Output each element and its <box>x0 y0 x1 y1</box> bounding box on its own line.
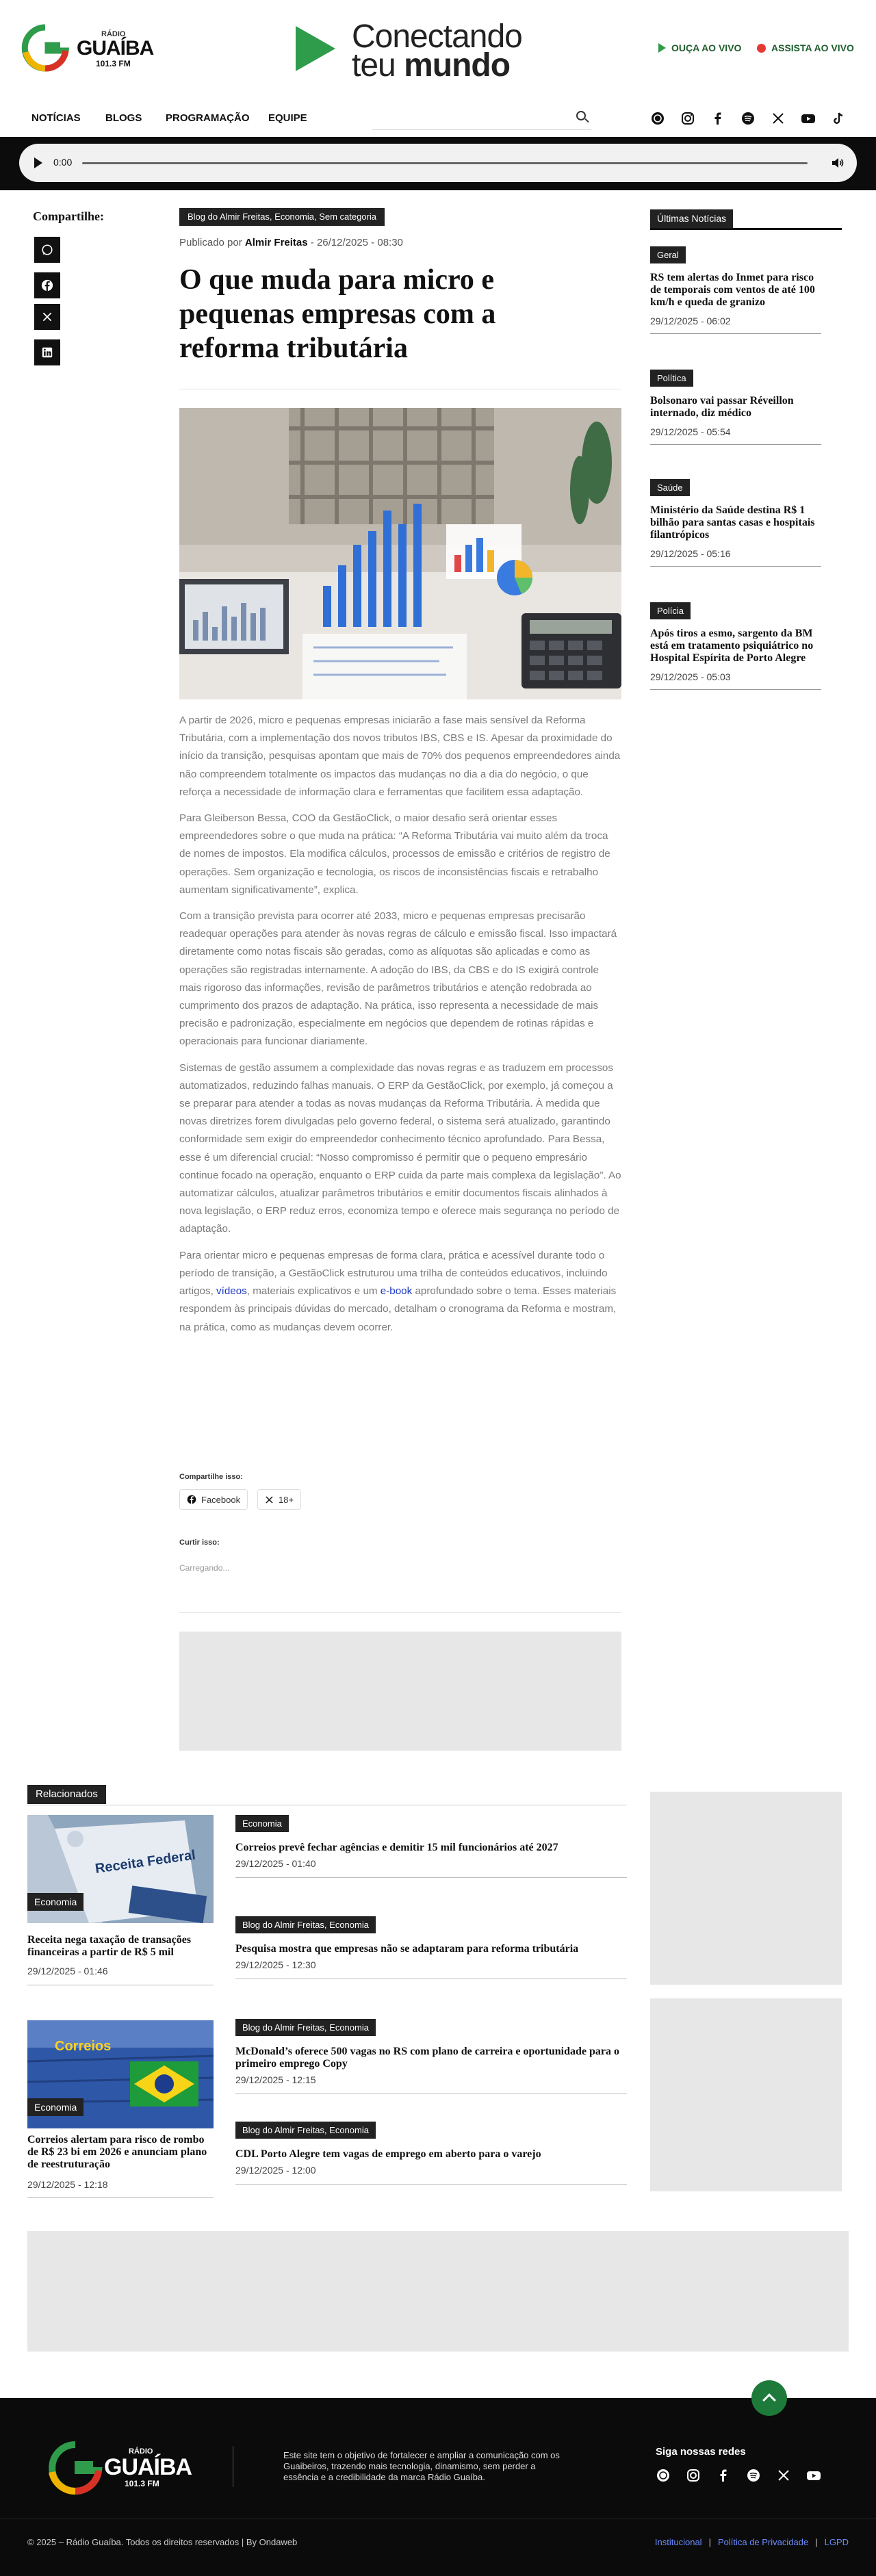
live-dot-icon <box>757 44 766 53</box>
footer-logo-text[interactable] <box>104 2447 192 2488</box>
logo-frequency: 101.3 FM <box>96 59 131 68</box>
article-paragraph-2: Para Gleiberson Bessa, COO da GestãoClick, o maior desafio será orientar esses empreendedores sobre o que muda na prática: “A Reforma Tributária vai muito além da troca de nomes de impostos. Ela modifica cálculos, processos de emissão e critérios de registro de operações. Sem organização e tecnologia, os riscos de inconsistências fiscais e retrabalho aumentam significativamente”, explica. <box>179 812 610 896</box>
related-item-date: 29/12/2025 - 01:40 <box>235 1858 316 1869</box>
ad-banner-article <box>179 1632 621 1751</box>
news-tag[interactable]: Política <box>650 370 693 387</box>
article-end-divider <box>179 1612 621 1613</box>
footer-logo-icon[interactable] <box>48 2440 103 2495</box>
article-hero-image <box>179 408 621 699</box>
related-list-item[interactable] <box>235 2122 627 2185</box>
related-list-item[interactable] <box>235 2019 627 2094</box>
footer-link-institucional[interactable]: Institucional <box>654 2537 702 2547</box>
logo-radio-label: RÁDIO <box>101 30 126 38</box>
whatsapp-icon <box>41 244 53 256</box>
instagram-icon[interactable] <box>686 2468 701 2483</box>
related-item-date: 29/12/2025 - 12:30 <box>235 1959 316 1970</box>
back-to-top-button[interactable] <box>751 2380 787 2416</box>
footer-link-separator: | <box>708 2537 711 2547</box>
footer-link-privacy[interactable]: Política de Privacidade <box>717 2537 809 2547</box>
news-date: 29/12/2025 - 05:16 <box>650 548 731 559</box>
youtube-icon[interactable] <box>801 111 816 126</box>
whatsapp-icon[interactable] <box>650 111 665 126</box>
related-item-divider <box>235 2184 627 2185</box>
footer-link-lgpd[interactable]: LGPD <box>824 2537 849 2547</box>
news-date: 29/12/2025 - 06:02 <box>650 315 731 326</box>
loading-text: Carregando... <box>179 1563 230 1573</box>
article-date: - 26/12/2025 - 08:30 <box>310 237 403 248</box>
share-whatsapp-button[interactable] <box>34 237 60 263</box>
nav-blogs[interactable]: BLOGS <box>105 112 142 124</box>
audio-player-bar <box>0 137 876 190</box>
share-linkedin-button[interactable] <box>34 339 60 365</box>
article-category-tag[interactable]: Blog do Almir Freitas, Economia, Sem categoria <box>179 208 385 226</box>
related-card-image[interactable] <box>27 2020 214 2128</box>
related-card-title[interactable]: Correios alertam para risco de rombo de R$ 23 bi em 2026 e anunciam plano de reestruturação <box>27 2134 207 2170</box>
news-divider <box>650 333 821 334</box>
related-list-item[interactable] <box>235 1916 627 1979</box>
facebook-icon <box>187 1495 196 1504</box>
related-item-title[interactable]: CDL Porto Alegre tem vagas de emprego em aberto para o varejo <box>235 2148 541 2160</box>
related-item-divider <box>235 1877 627 1878</box>
ad-sidebar-1 <box>650 1792 842 1985</box>
article-paragraph-5 <box>179 1247 621 1337</box>
related-item-title[interactable]: McDonald’s oferece 500 vagas no RS com plano de carreira e oportunidade para o primeiro emprego Copy <box>235 2046 619 2070</box>
videos-link[interactable]: vídeos <box>216 1285 247 1298</box>
player-time: 0:00 <box>53 157 73 168</box>
site-header <box>0 0 876 137</box>
byline-prefix: Publicado por <box>179 237 242 248</box>
news-tag[interactable]: Saúde <box>650 479 690 496</box>
footer-logo-radio: RÁDIO <box>129 2447 153 2456</box>
logo-name: GUAÍBA <box>77 37 154 60</box>
share-this-label: Compartilhe isso: <box>179 1473 243 1481</box>
article-author[interactable]: Almir Freitas <box>244 237 308 248</box>
related-item-tag[interactable]: Blog do Almir Freitas, Economia <box>235 1916 376 1933</box>
search-input[interactable] <box>372 108 591 130</box>
listen-live-link[interactable] <box>658 42 741 53</box>
search-icon[interactable] <box>576 111 586 120</box>
latest-news-item[interactable] <box>650 479 821 567</box>
article-byline <box>179 237 403 248</box>
facebook-icon <box>41 279 53 292</box>
related-item-date: 29/12/2025 - 12:15 <box>235 2074 316 2085</box>
ebook-link[interactable]: e-book <box>380 1285 413 1298</box>
related-card-tag[interactable]: Economia <box>27 1893 83 1911</box>
share-facebook-label: Facebook <box>201 1494 241 1505</box>
news-tag[interactable]: Geral <box>650 246 686 263</box>
chevron-up-icon <box>762 2393 776 2407</box>
share-facebook-chip[interactable] <box>179 1489 248 1510</box>
spotify-icon[interactable] <box>740 111 756 126</box>
article-paragraph-4: Sistemas de gestão assumem a complexidade das novas regras e as traduzem em processos automatizados, reduzindo falhas manuais. O ERP da GestãoClick, por exemplo, já começou a se preparar para atender a todas as novas mudanças da Reforma Tributária. À medida que novas diretrizes forem divulgadas pelo governo federal, o sistema será atualizado, garantindo conformidade sem exigir do empreendedor conhecimento técnico aprofundado. Para Bessa, esse é um diferencial crucial: “Nosso compromisso é permitir que o pequeno empresário continue focado na operação, enquanto o ERP cuida da parte mais complexa da legislação”. Ao automatizar cálculos, atualizar parâmetros tributários e emitir documentos fiscais alinhados à nova legislação, o ERP reduz erros, economiza tempo e oferece mais segurança no período de adaptação. <box>179 1061 621 1235</box>
article-paragraph-1: A partir de 2026, micro e pequenas empresas iniciarão a fase mais sensível da Reforma Tributária, com a implementação dos novos tributos IBS, CBS e IS. Apesar da proximidade do início da transição, pesquisas apontam que mais de 70% dos pequenos empreendedores ainda não compreendem totalmente os impactos das mudanças no dia a dia do negócio, o que reforça a necessidade de informação clara e ferramentas que facilitem essa adaptação. <box>179 714 621 798</box>
related-header <box>27 1785 627 1805</box>
latest-news-item[interactable] <box>650 246 821 334</box>
p5-text-a: Para orientar micro e pequenas empresas de forma clara, prática e acessível durante todo o período de transição, a GestãoClick estruturou uma trilha de conteúdos educativos, incluindo artigos, <box>179 1249 608 1298</box>
related-card-tag[interactable]: Economia <box>27 2098 83 2116</box>
latest-news-header <box>650 209 842 230</box>
share-title: Compartilhe: <box>33 209 104 223</box>
related-card-date: 29/12/2025 - 01:46 <box>27 1966 108 1976</box>
news-title[interactable]: RS tem alertas do Inmet para risco de temporais com ventos de até 100 km/h e queda de granizo <box>650 272 815 308</box>
p5-text-b: , materiais explicativos e um <box>246 1285 381 1298</box>
player-play-icon[interactable] <box>34 157 42 168</box>
slogan-bold: mundo <box>404 47 511 83</box>
share-x-chip[interactable] <box>257 1489 301 1510</box>
tiktok-icon[interactable] <box>831 111 846 126</box>
like-this-label: Curtir isso: <box>179 1538 220 1547</box>
share-x-label: 18+ <box>279 1494 294 1505</box>
related-item-tag[interactable]: Blog do Almir Freitas, Economia <box>235 2122 376 2139</box>
play-icon <box>658 43 666 53</box>
receita-sign-text: Receita Federal <box>94 1847 197 1877</box>
main-nav <box>0 108 876 136</box>
news-divider <box>650 444 821 445</box>
watch-live-link[interactable] <box>757 42 854 53</box>
related-card-image[interactable] <box>27 1815 214 1923</box>
volume-icon[interactable] <box>831 156 845 170</box>
related-item-title[interactable]: Pesquisa mostra que empresas não se adaptaram para reforma tributária <box>235 1943 579 1955</box>
footer-copyright: © 2025 – Rádio Guaíba. Todos os direitos reservados | By Ondaweb <box>27 2537 298 2547</box>
share-x-button[interactable] <box>34 304 60 330</box>
related-card-date: 29/12/2025 - 12:18 <box>27 2179 108 2190</box>
news-date: 29/12/2025 - 05:03 <box>650 671 731 682</box>
news-title[interactable]: Ministério da Saúde destina R$ 1 bilhão para santas casas e hospitais filantrópicos <box>650 504 815 541</box>
nav-equipe[interactable]: EQUIPE <box>268 112 307 124</box>
x-icon <box>265 1495 274 1504</box>
play-triangle-icon <box>296 26 335 71</box>
facebook-icon[interactable] <box>716 2468 731 2483</box>
x-icon <box>42 311 53 322</box>
related-item-tag[interactable]: Economia <box>235 1815 289 1832</box>
correios-sign-text: Correios <box>55 2039 112 2054</box>
ad-banner-wide <box>27 2231 849 2352</box>
related-item-title[interactable]: Correios prevê fechar agências e demitir 15 mil funcionários até 2027 <box>235 1842 558 1853</box>
latest-news-item[interactable] <box>650 602 821 690</box>
ad-sidebar-2 <box>650 1998 842 2191</box>
watch-live-label: ASSISTA AO VIVO <box>771 42 854 53</box>
related-item-date: 29/12/2025 - 12:00 <box>235 2165 316 2176</box>
news-title[interactable]: Após tiros a esmo, sargento da BM está em tratamento psiquiátrico no Hospital Espírita de Porto Alegre <box>650 628 814 664</box>
footer-links <box>655 2537 849 2547</box>
slogan-light: teu <box>352 47 396 83</box>
player-progress-track[interactable] <box>82 162 808 164</box>
article-title: O que muda para micro e pequenas empresas com a reforma tributária <box>179 264 496 364</box>
related-item-tag[interactable]: Blog do Almir Freitas, Economia <box>235 2019 376 2036</box>
slogan <box>296 18 542 83</box>
footer-logo-frequency: 101.3 FM <box>125 2479 159 2488</box>
footer-follow-title: Siga nossas redes <box>656 2446 746 2458</box>
article-body <box>179 712 621 1345</box>
slogan-line-2 <box>352 47 510 84</box>
logo-text[interactable] <box>77 30 153 68</box>
listen-live-label: OUÇA AO VIVO <box>671 42 742 53</box>
news-divider <box>650 689 821 690</box>
related-list-item[interactable] <box>235 1815 627 1878</box>
nav-programacao[interactable]: PROGRAMAÇÃO <box>166 112 250 124</box>
footer-logo-name: GUAÍBA <box>104 2454 192 2480</box>
footer-about: Este site tem o objetivo de fortalecer e ampliar a comunicação com os Guaibeiros, trazendo mais tecnologia, dinamismo, sem perder a essência e a credibilidade da marca Rádio Guaíba. <box>283 2450 560 2482</box>
share-facebook-button[interactable] <box>34 272 60 298</box>
whatsapp-icon[interactable] <box>656 2468 671 2483</box>
related-card-title[interactable]: Receita nega taxação de transações financeiras a partir de R$ 5 mil <box>27 1934 192 1958</box>
article-paragraph-3: Com a transição prevista para ocorrer até 2033, micro e pequenas empresas precisarão readequar operações para atender às novas regras de cálculo e emissão fiscal. Isso impactará diretamente como notas fiscais são geradas, como as alíquotas são aplicadas e como as operações são registradas internamente. A adoção do IBS, da CBS e do IS exigirá controle mais rigoroso das informações, revisão de parâmetros tributários e atenção redobrada ao cumprimento dos prazos de adaptação. Na prática, isso representa a necessidade de mais precisão e padronização, especialmente em negócios que dependem de rotinas rápidas e operacionais para funcionar diariamente. <box>179 910 617 1048</box>
p5-text-c: aprofundado sobre o tema. Esses materiais respondem às principais dúvidas do mercado, detalham o cronograma da Reforma e mostram, na prática, como as mudanças devem ocorrer. <box>179 1285 617 1333</box>
youtube-icon[interactable] <box>806 2468 821 2483</box>
nav-noticias[interactable]: NOTÍCIAS <box>31 112 81 124</box>
slogan-line-1: Conectando <box>352 18 522 55</box>
spotify-icon[interactable] <box>746 2468 761 2483</box>
instagram-icon[interactable] <box>680 111 695 126</box>
news-title[interactable]: Bolsonaro vai passar Réveillon internado, diz médico <box>650 395 794 419</box>
news-tag[interactable]: Polícia <box>650 602 691 619</box>
facebook-icon[interactable] <box>710 111 725 126</box>
news-date: 29/12/2025 - 05:54 <box>650 426 731 437</box>
latest-news-title: Últimas Notícias <box>650 209 733 228</box>
x-icon[interactable] <box>776 2468 791 2483</box>
latest-news-item[interactable] <box>650 370 821 445</box>
footer-link-separator: | <box>815 2537 818 2547</box>
footer-bottom-bar <box>0 2519 876 2576</box>
news-divider <box>650 566 821 567</box>
linkedin-icon <box>42 347 53 358</box>
audio-player <box>19 144 857 182</box>
related-title: Relacionados <box>27 1785 106 1804</box>
related-card-divider <box>27 2197 214 2198</box>
x-icon[interactable] <box>771 111 786 126</box>
